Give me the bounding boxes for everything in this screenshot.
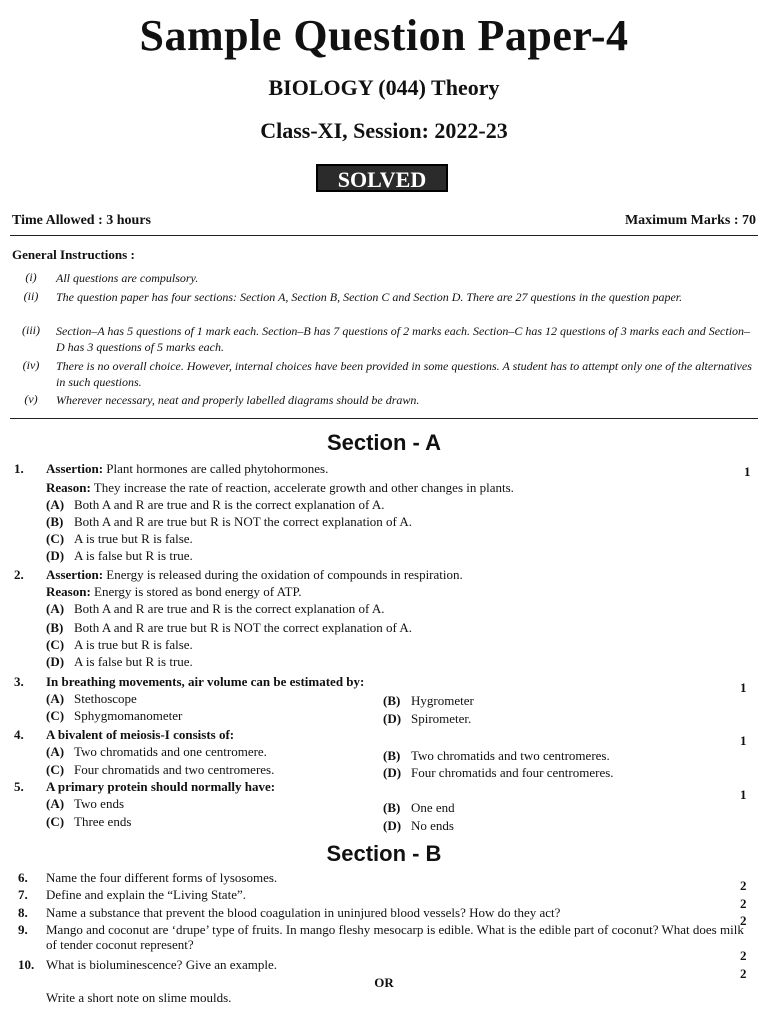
- section-b-heading: Section - B: [326, 841, 442, 866]
- option-text: Two chromatids and one centromere.: [74, 744, 267, 759]
- reason-text: Energy is stored as bond energy of ATP.: [90, 584, 302, 599]
- option-text: Sphygmomanometer: [74, 708, 183, 723]
- question-marks: 2: [740, 948, 747, 963]
- question-assertion: [46, 461, 328, 477]
- instructions-heading: General Instructions :: [12, 247, 135, 262]
- instruction-text: All questions are compulsory.: [56, 271, 199, 285]
- option-label: (B): [46, 620, 64, 635]
- question-number: 5.: [14, 779, 24, 794]
- question-marks: 2: [740, 913, 747, 928]
- option-label: (B): [383, 800, 401, 815]
- option-c: [46, 531, 193, 547]
- option-text: Four chromatids and two centromeres.: [74, 762, 275, 777]
- question-number: 7.: [18, 887, 28, 902]
- option-label: (C): [46, 708, 65, 723]
- option-d: [383, 711, 471, 727]
- question-marks: 2: [740, 878, 747, 893]
- reason-text: They increase the rate of reaction, accelerate growth and other changes in plants.: [90, 480, 514, 495]
- solved-badge: SOLVED: [316, 164, 448, 192]
- option-label: (D): [46, 654, 65, 669]
- option-b: [383, 693, 474, 709]
- question-number: 10.: [18, 957, 35, 972]
- question-number: 4.: [14, 727, 24, 742]
- option-label: (B): [383, 693, 401, 708]
- question-text: Define and explain the “Living State”.: [46, 887, 246, 902]
- divider: [10, 235, 758, 236]
- option-text: A is false but R is true.: [74, 548, 193, 563]
- question-number: 6.: [18, 870, 28, 885]
- question-number: 1.: [14, 461, 24, 476]
- option-b: [383, 800, 455, 816]
- option-label: (D): [383, 765, 402, 780]
- option-label: (C): [46, 762, 65, 777]
- option-text: One end: [411, 800, 455, 815]
- option-text: A is true but R is false.: [74, 637, 193, 652]
- instruction-text: Wherever necessary, neat and properly labelled diagrams should be drawn.: [56, 393, 420, 407]
- instruction-number: (iii): [22, 323, 40, 337]
- divider: [10, 418, 758, 419]
- option-c: [46, 814, 131, 830]
- maximum-marks: Maximum Marks : 70: [624, 213, 756, 228]
- section-a-heading: Section - A: [326, 430, 442, 455]
- question-text: Name a substance that prevent the blood coagulation in uninjured blood vessels? How do they act?: [46, 905, 561, 920]
- question-marks: 1: [744, 464, 751, 479]
- option-label: (A): [46, 691, 65, 706]
- option-d: [383, 818, 454, 834]
- option-label: (B): [383, 748, 401, 763]
- option-text: Three ends: [74, 814, 132, 829]
- question-text: A primary protein should normally have:: [46, 779, 276, 794]
- instruction-text: Section–A has 5 questions of 1 mark each. Section–B has 7 questions of 2 marks each. Section–C has 12 questions of 3 marks each and Section–D has 3 questions of 5 marks each.: [56, 324, 751, 354]
- question-number: 2.: [14, 567, 24, 582]
- option-text: Four chromatids and four centromeres.: [411, 765, 614, 780]
- option-b: [383, 748, 610, 764]
- question-text: Mango and coconut are ‘drupe’ type of fruits. In mango fleshy mesocarp is edible. What is the edible part of coconut? What does milk of tender coconut represent?: [46, 922, 744, 952]
- option-c: [46, 637, 193, 653]
- assertion-text: Energy is released during the oxidation of compounds in respiration.: [103, 567, 463, 582]
- option-text: Both A and R are true and R is the correct explanation of A.: [74, 497, 385, 512]
- instruction-number: (ii): [23, 289, 39, 303]
- question-marks: 1: [740, 733, 747, 748]
- question-number: 3.: [14, 674, 24, 689]
- option-b: [46, 620, 412, 636]
- option-label: (A): [46, 744, 65, 759]
- instruction-text: There is no overall choice. However, internal choices have been provided in some questions. A student has to attempt only one of the alternatives in such questions.: [56, 359, 752, 389]
- option-text: Two ends: [74, 796, 125, 811]
- reason-label: Reason:: [46, 480, 91, 495]
- option-d: [383, 765, 614, 781]
- option-label: (A): [46, 796, 65, 811]
- option-text: Both A and R are true and R is the correct explanation of A.: [74, 601, 385, 616]
- option-text: A is false but R is true.: [74, 654, 193, 669]
- question-marks: 1: [740, 787, 747, 802]
- option-text: A is true but R is false.: [74, 531, 193, 546]
- question-assertion: [46, 567, 463, 583]
- question-reason: [46, 480, 514, 496]
- option-text: Hygrometer: [411, 693, 474, 708]
- option-label: (D): [46, 548, 65, 563]
- option-b: [46, 514, 412, 530]
- option-text: Stethoscope: [74, 691, 137, 706]
- reason-label: Reason:: [46, 584, 91, 599]
- instruction-number: (iv): [22, 358, 40, 372]
- option-a: [46, 601, 384, 617]
- option-a: [46, 691, 137, 707]
- paper-title: Sample Question Paper-4: [139, 11, 629, 60]
- subject-line: BIOLOGY (044) Theory: [268, 75, 500, 100]
- option-d: [46, 654, 193, 670]
- instruction-number: (i): [25, 270, 37, 284]
- option-label: (A): [46, 601, 65, 616]
- class-session-line: Class-XI, Session: 2022-23: [260, 118, 508, 143]
- question-reason: [46, 584, 302, 600]
- question-text: Name the four different forms of lysosomes.: [46, 870, 278, 885]
- assertion-text: Plant hormones are called phytohormones.: [103, 461, 329, 476]
- assertion-label: Assertion:: [46, 461, 104, 476]
- option-label: (C): [46, 637, 65, 652]
- option-text: No ends: [411, 818, 454, 833]
- option-label: (C): [46, 814, 65, 829]
- option-a: [46, 744, 267, 760]
- question-marks: 2: [740, 966, 747, 981]
- option-c: [46, 762, 274, 778]
- instruction-number: (v): [24, 392, 38, 406]
- option-text: Both A and R are true but R is NOT the correct explanation of A.: [74, 514, 413, 529]
- option-label: (D): [383, 818, 402, 833]
- option-label: (D): [383, 711, 402, 726]
- question-marks: 1: [740, 680, 747, 695]
- alternative-question: Write a short note on slime moulds.: [46, 990, 232, 1005]
- option-text: Two chromatids and two centromeres.: [411, 748, 610, 763]
- question-number: 9.: [18, 922, 28, 937]
- question-number: 8.: [18, 905, 28, 920]
- option-label: (B): [46, 514, 64, 529]
- option-d: [46, 548, 193, 564]
- question-text: A bivalent of meiosis-I consists of:: [46, 727, 235, 742]
- time-allowed: Time Allowed : 3 hours: [12, 213, 151, 228]
- instruction-text: The question paper has four sections: Section A, Section B, Section C and Section D. There are 27 questions in the question paper.: [56, 290, 683, 304]
- option-c: [46, 708, 182, 724]
- question-marks: 2: [740, 896, 747, 911]
- question-text: In breathing movements, air volume can be estimated by:: [46, 674, 365, 689]
- option-text: Both A and R are true but R is NOT the correct explanation of A.: [74, 620, 413, 635]
- or-separator: OR: [374, 975, 394, 990]
- option-text: Spirometer.: [411, 711, 472, 726]
- question-text: What is bioluminescence? Give an example.: [46, 957, 278, 972]
- option-label: (C): [46, 531, 65, 546]
- assertion-label: Assertion:: [46, 567, 104, 582]
- option-label: (A): [46, 497, 65, 512]
- option-a: [46, 497, 384, 513]
- option-a: [46, 796, 124, 812]
